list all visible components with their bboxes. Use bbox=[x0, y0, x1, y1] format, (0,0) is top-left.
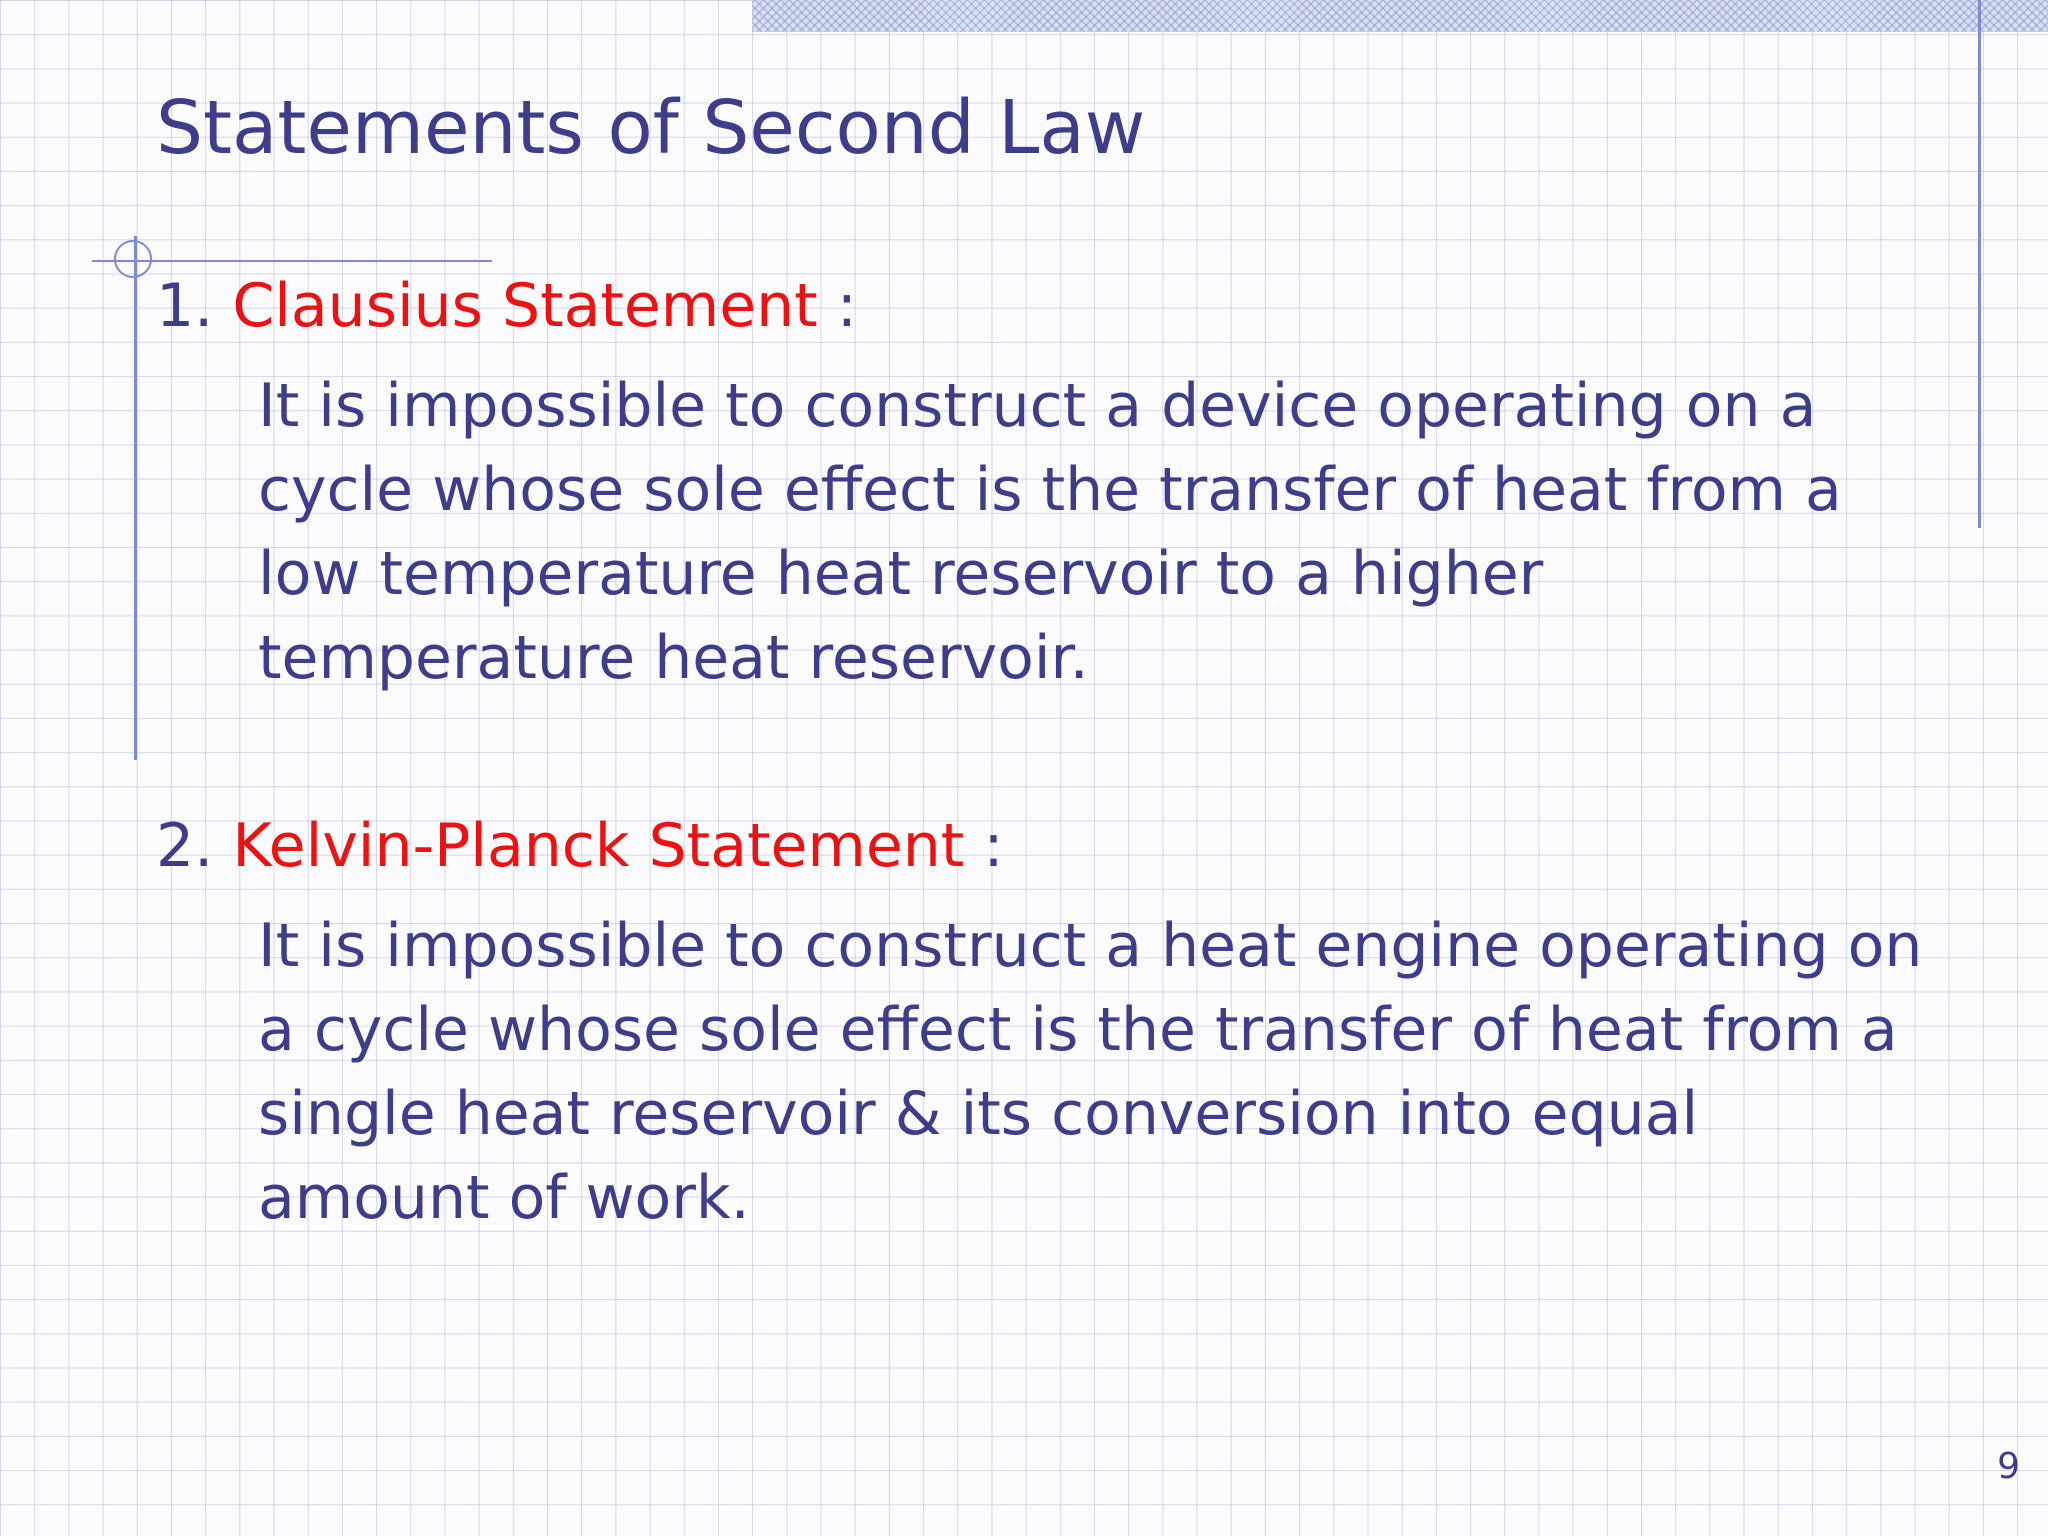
decorative-horizontal-rule bbox=[92, 260, 492, 262]
statement-heading-kelvin-planck bbox=[156, 812, 1004, 881]
statement-heading-clausius bbox=[156, 272, 857, 341]
slide-title: Statements of Second Law bbox=[156, 85, 1146, 171]
statement-number: 2. bbox=[156, 811, 214, 881]
crosshair-circle-icon bbox=[114, 240, 152, 278]
page-number: 9 bbox=[1997, 1446, 2020, 1487]
statement-text-kelvin-planck: It is impossible to construct a heat engine operating on a cycle whose sole effect is the transfer of heat from a single heat reservoir & its conversion into equal amount of work. bbox=[258, 911, 1923, 1233]
statement-text-clausius: It is impossible to construct a device operating on a cycle whose sole effect is the transfer of heat from a low temperature heat reservoir to a higher temperature heat reservoir. bbox=[258, 371, 1842, 693]
decorative-top-strip bbox=[752, 0, 2048, 32]
statement-name: Clausius Statement bbox=[232, 271, 818, 341]
statement-colon: : bbox=[836, 271, 858, 341]
statement-name: Kelvin-Planck Statement bbox=[232, 811, 965, 881]
decorative-right-rule bbox=[1978, 0, 1981, 528]
statement-number: 1. bbox=[156, 271, 214, 341]
decorative-left-rule bbox=[134, 236, 137, 760]
statement-colon: : bbox=[983, 811, 1004, 881]
